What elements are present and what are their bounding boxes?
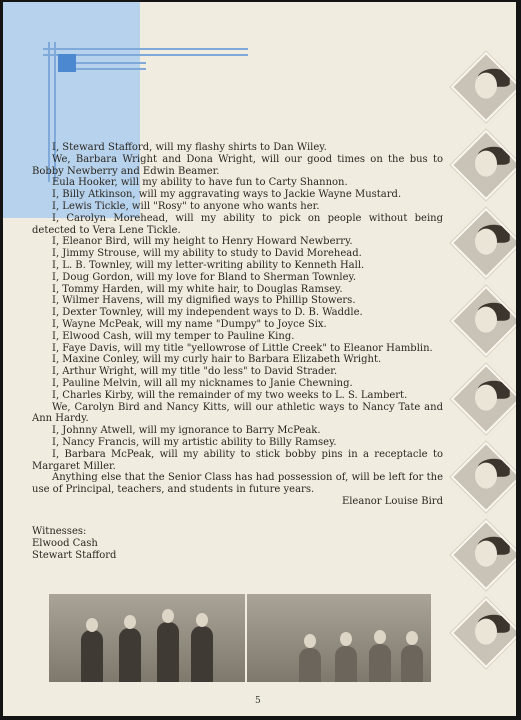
portrait-photo [451,598,516,669]
will-line: I, Jimmy Strouse, will my ability to study to David Morehead. [52,248,362,260]
person-figure [81,630,103,682]
portrait-photo [451,520,516,591]
person-head [162,609,174,623]
will-line: I, L. B. Townley, will my letter-writing ability to Kenneth Hall. [52,259,365,271]
person-figure [191,626,213,682]
group-photo-girls [247,594,431,682]
portrait-photo [451,286,516,357]
will-line: I, Steward Stafford, will my flashy shirts to Dan Wiley. [52,142,327,153]
person-figure [401,645,423,682]
decorative-line-top [43,48,248,50]
will-line: I, Lewis Tickle, will "Rosy" to anyone who wants her. [52,200,320,212]
person-figure [299,648,321,682]
will-line: I, Maxine Conley, will my curly hair to Barbara Elizabeth Wright. [52,354,382,366]
portrait-photo [451,442,516,513]
witness-name: Elwood Cash [32,537,98,549]
will-line: I, Tommy Harden, will my white hair, to Douglas Ramsey. [52,283,343,295]
yearbook-page [3,2,516,716]
witnesses-block [32,526,116,561]
signature: Eleanor Louise Bird [341,495,443,507]
senior-class-will-text [32,142,443,508]
will-line: I, Elwood Cash, will my temper to Pauline King. [52,330,295,342]
will-line: I, Wilmer Havens, will my dignified ways to Phillip Stowers. [52,295,356,307]
will-line: I, Doug Gordon, will my love for Bland to Sherman Townley. [52,271,356,283]
person-head [86,618,98,632]
will-line: I, Carolyn Morehead, will my ability to pick on people without being detected to Vera Lene Tickle. [32,212,443,236]
witness-name: Stewart Stafford [32,549,117,561]
decorative-line-short [76,68,146,70]
group-photo-boys [49,594,245,682]
page-number: 5 [255,696,261,706]
person-figure [119,628,141,682]
person-head [406,631,418,645]
person-head [374,630,386,644]
will-line: Eula Hooker, will my ability to have fun to Carty Shannon. [52,177,348,189]
portrait-photo [451,130,516,201]
person-figure [157,622,179,682]
person-head [340,632,352,646]
will-line: I, Pauline Melvin, will all my nicknames to Janie Chewning. [52,377,353,389]
will-line: Anything else that the Senior Class has had possession of, will be left for the use of Principal, teachers, and students in future years. [32,472,443,496]
will-line: I, Charles Kirby, will the remainder of my two weeks to L. S. Lambert. [52,389,408,401]
decorative-line-mid [76,62,146,64]
will-line: I, Nancy Francis, will my artistic ability to Billy Ramsey. [52,436,337,448]
will-line: We, Carolyn Bird and Nancy Kitts, will our athletic ways to Nancy Tate and Ann Hardy. [32,401,443,425]
person-head [196,613,208,627]
will-line: I, Billy Atkinson, will my aggravating ways to Jackie Wayne Mustard. [52,189,402,201]
person-head [304,634,316,648]
will-line: I, Wayne McPeak, will my name "Dumpy" to Joyce Six. [52,318,327,330]
person-head [124,615,136,629]
person-figure [369,644,391,682]
will-line: I, Barbara McPeak, will my ability to stick bobby pins in a receptacle to Margaret Miller. [32,448,443,472]
witnesses-heading: Witnesses: [32,526,87,537]
person-figure [335,646,357,682]
will-line: I, Eleanor Bird, will my height to Henry Howard Newberry. [52,236,353,248]
will-line: I, Faye Davis, will my title "yellowrose of Little Creek" to Eleanor Hamblin. [52,342,433,354]
portrait-photo [451,52,516,123]
will-line: I, Johnny Atwell, will my ignorance to Barry McPeak. [52,425,321,437]
will-line: We, Barbara Wright and Dona Wright, will our good times on the bus to Bobby Newberry and Edwin Beamer. [32,153,443,177]
will-line: I, Arthur Wright, will my title "do less" to David Strader. [52,366,338,378]
portrait-photo [451,208,516,279]
will-line: I, Dexter Townley, will my independent ways to D. B. Waddle. [52,307,363,319]
decorative-blue-square [58,54,76,72]
portrait-photo [451,364,516,435]
